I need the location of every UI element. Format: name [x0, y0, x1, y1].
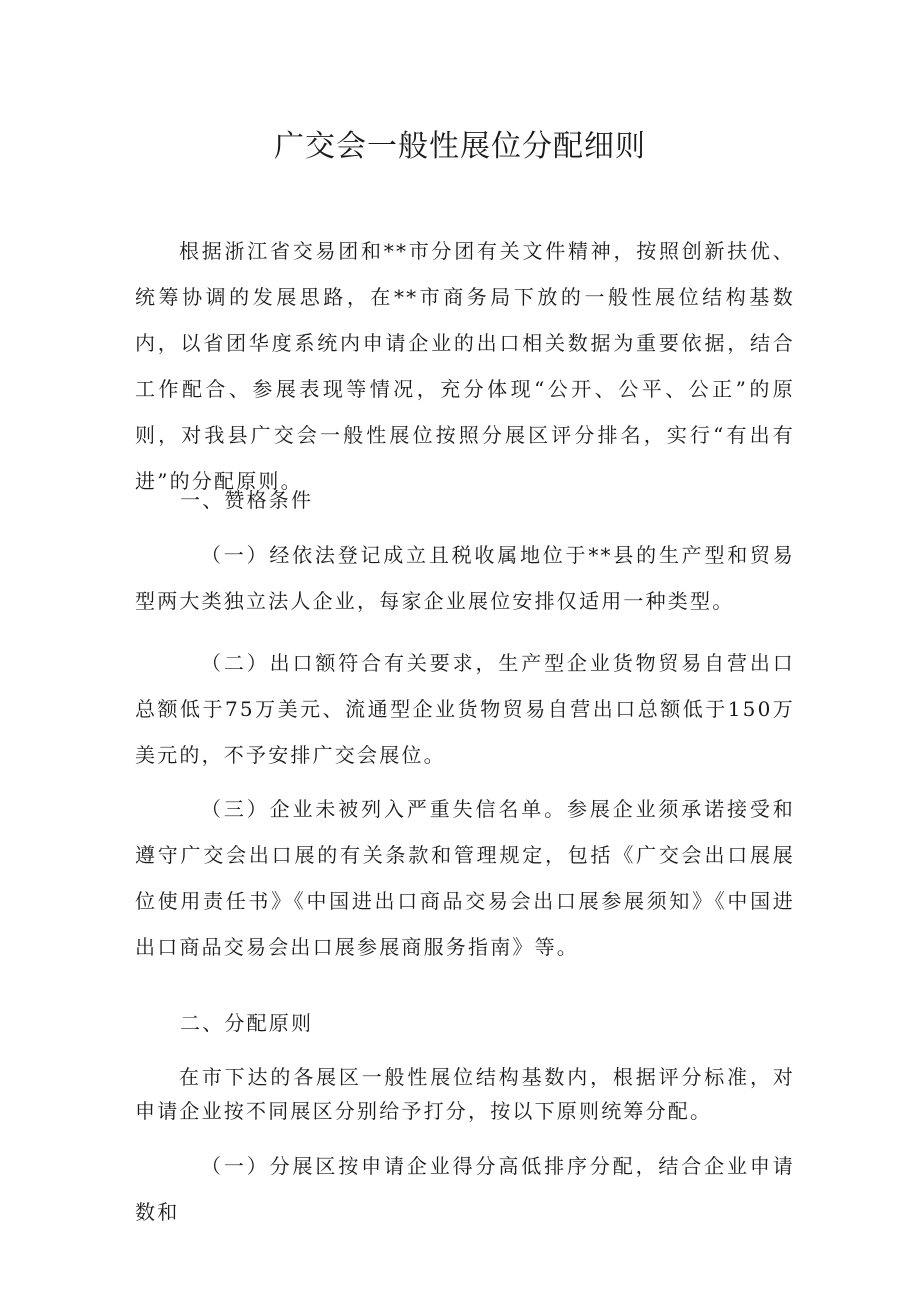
document-title: 广交会一般性展位分配细则 — [274, 129, 646, 164]
qualification-item-1: （一）经依法登记成立且税收属地位于**县的生产型和贸易型两大类独立法人企业，每家企业展位安排仅适用一种类型。 — [135, 543, 795, 613]
section-heading-allocation: 二、分配原则 — [180, 1011, 314, 1035]
qualification-item-3: （三）企业未被列入严重失信名单。参展企业须承诺接受和遵守广交会出口展的有关条款和管理规定，包括《广交会出口展展位使用责任书》《中国进出口商品交易会出口展参展须知》《中国进出口商品交易会出口展参展商服务指南》等。 — [135, 797, 795, 959]
allocation-intro-paragraph: 在市下达的各展区一般性展位结构基数内，根据评分标准，对申请企业按不同展区分别给予打分，按以下原则统筹分配。 — [135, 1065, 795, 1123]
qualification-item-2: （二）出口额符合有关要求，生产型企业货物贸易自营出口总额低于75万美元、流通型企业货物贸易自营出口总额低于150万美元的，不予安排广交会展位。 — [135, 651, 795, 767]
intro-paragraph: 根据浙江省交易团和**市分团有关文件精神，按照创新扶优、统筹协调的发展思路，在**市商务局下放的一般性展位结构基数内，以省团华度系统内申请企业的出口相关数据为重要依据，结合工作配合、参展表现等情况，充分体现“公开、公平、公正”的原则，对我县广交会一般性展位按照分展区评分排名，实行“有出有进”的分配原则。 — [135, 239, 795, 493]
section-heading-qualification: 一、赞格条件 — [180, 488, 314, 512]
allocation-item-1: （一）分展区按申请企业得分高低排序分配，结合企业申请数和 — [135, 1154, 795, 1224]
